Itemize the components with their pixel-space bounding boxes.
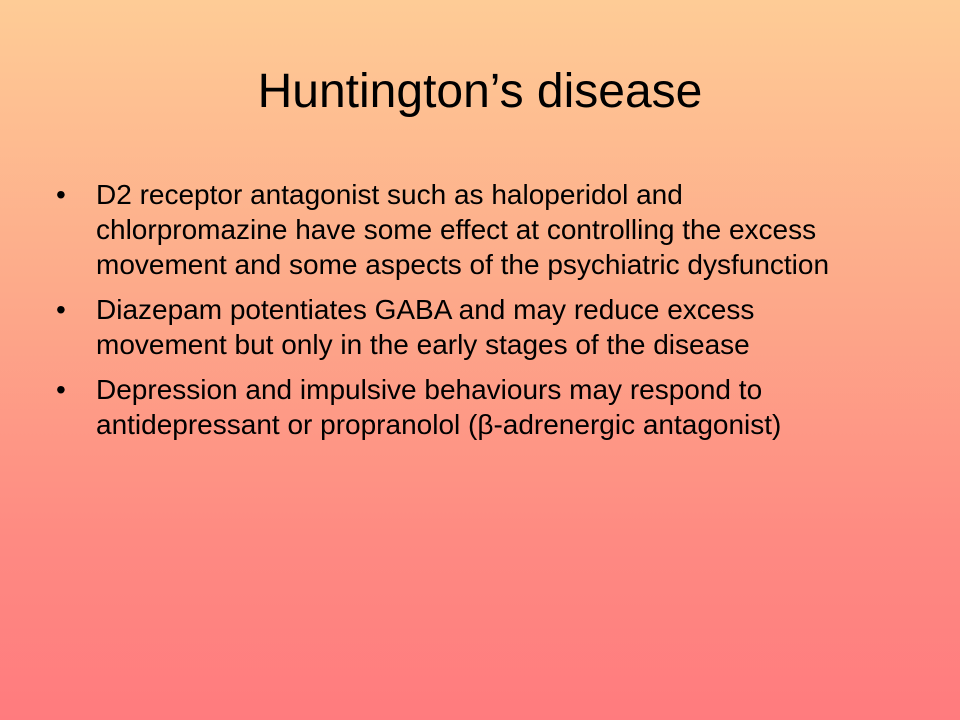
bullet-item bbox=[52, 292, 872, 362]
bullet-item bbox=[52, 372, 872, 442]
bullet-list bbox=[52, 177, 872, 452]
bullet-item bbox=[52, 177, 872, 282]
slide-title: Huntington’s disease bbox=[257, 65, 703, 118]
bullet-text: D2 receptor antagonist such as haloperidol and chlorpromazine have some effect at controlling the excess movement and some aspects of the psychiatric dysfunction bbox=[96, 179, 830, 280]
bullet-text: Diazepam potentiates GABA and may reduce excess movement but only in the early stages of the disease bbox=[96, 294, 755, 360]
bullet-text: Depression and impulsive behaviours may respond to antidepressant or propranolol (β-adrenergic antagonist) bbox=[96, 374, 782, 440]
bullet-dot-icon: • bbox=[56, 374, 66, 405]
bullet-dot-icon: • bbox=[56, 294, 66, 325]
bullet-dot-icon: • bbox=[56, 179, 66, 210]
